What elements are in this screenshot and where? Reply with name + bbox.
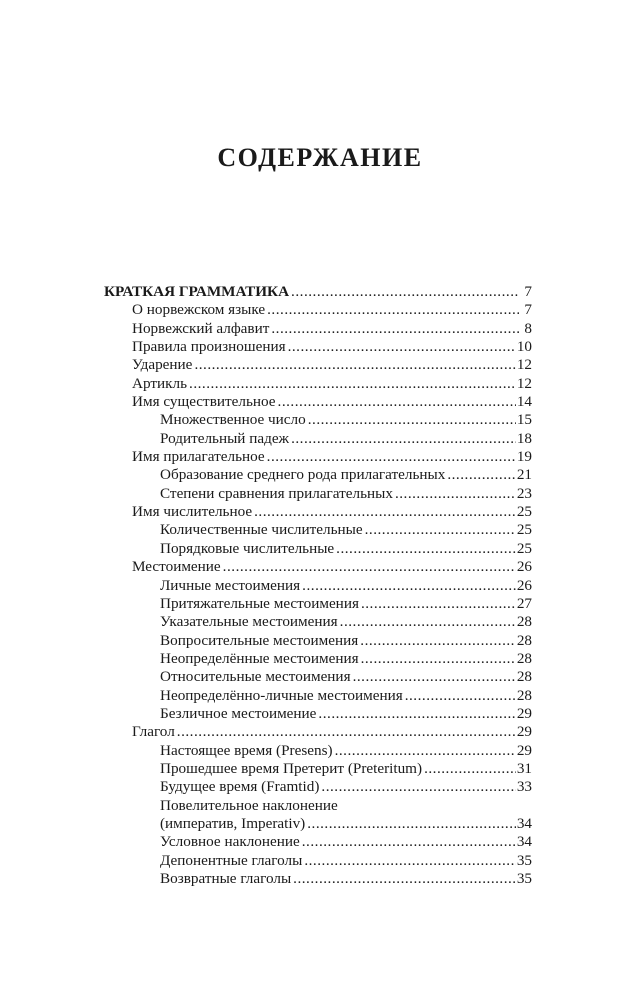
toc-entry-line xyxy=(160,411,532,429)
dot-leader xyxy=(254,503,516,521)
toc-entry-line xyxy=(160,870,532,888)
toc-page-number: 15 xyxy=(516,411,532,429)
toc-entry-line xyxy=(160,797,532,815)
toc-entry-title: Условное наклонение xyxy=(160,833,300,851)
toc-entry-line xyxy=(160,833,532,851)
toc-entry-title: Глагол xyxy=(132,723,175,741)
toc-page-number: 21 xyxy=(516,466,532,484)
toc-entry-title: О норвежском языке xyxy=(132,301,266,319)
toc-page-number: 31 xyxy=(516,759,532,777)
toc-page-number: 23 xyxy=(516,484,532,502)
toc-entry-line xyxy=(132,448,532,466)
toc-entry xyxy=(104,687,532,705)
toc-entry xyxy=(104,320,532,338)
toc-entry xyxy=(104,760,532,778)
toc-entry xyxy=(104,778,532,796)
toc-entry-line xyxy=(160,852,532,870)
toc-page-number: 28 xyxy=(516,686,532,704)
dot-leader xyxy=(361,595,516,613)
toc-entry xyxy=(104,852,532,870)
dot-leader xyxy=(308,411,516,429)
toc-entry xyxy=(104,430,532,448)
toc-page-number: 26 xyxy=(516,558,532,576)
toc-entry-line xyxy=(160,705,532,723)
toc-page-number: 7 xyxy=(524,283,532,300)
toc-entry-title: Порядковые числительные xyxy=(160,539,335,557)
toc-page-number: 28 xyxy=(516,668,532,686)
toc-entry xyxy=(104,833,532,851)
dot-leader xyxy=(447,466,515,484)
toc-entry xyxy=(104,723,532,741)
toc-page-number: 25 xyxy=(516,521,532,539)
toc-entry-line xyxy=(160,632,532,650)
toc-entry-line xyxy=(132,393,532,411)
toc-entry-title: Повелительное наклонение xyxy=(160,796,338,814)
toc-entry-title: Степени сравнения прилагательных xyxy=(160,484,393,502)
toc-entry-line xyxy=(160,742,532,760)
dot-leader xyxy=(307,815,516,833)
dot-leader xyxy=(271,320,519,338)
toc-entry-line xyxy=(132,301,532,319)
toc-entry-title: Неопределённо-личные местоимения xyxy=(160,686,403,704)
toc-entry-line xyxy=(132,356,532,374)
toc-entry-title: Настоящее время (Presens) xyxy=(160,741,333,759)
toc-entry-line xyxy=(132,723,532,741)
toc-entry xyxy=(104,411,532,429)
toc-entry-line xyxy=(160,778,532,796)
toc-entry-title: Вопросительные местоимения xyxy=(160,631,359,649)
dot-leader xyxy=(267,301,519,319)
toc-entry-title: Личные местоимения xyxy=(160,576,301,594)
toc-entry xyxy=(104,705,532,723)
toc-page-number: 12 xyxy=(516,356,532,374)
toc-entry xyxy=(104,466,532,484)
toc-entry-line xyxy=(160,613,532,631)
toc-page-number: 25 xyxy=(516,503,532,521)
page-title: СОДЕРЖАНИЕ xyxy=(217,143,423,172)
toc-entry-title: Имя прилагательное xyxy=(132,448,265,466)
toc-entry-title: Депонентные глаголы xyxy=(160,851,303,869)
toc-page-number: 12 xyxy=(516,374,532,392)
toc-entry-title: Образование среднего рода прилагательных xyxy=(160,466,446,484)
toc-entry-line xyxy=(160,815,532,833)
toc-page-number: 25 xyxy=(516,539,532,557)
toc-entry xyxy=(104,632,532,650)
toc-entry xyxy=(104,797,532,815)
toc-entry-title: Указательные местоимения xyxy=(160,613,338,631)
toc-page-number: 29 xyxy=(516,704,532,722)
toc-entry-title: Правила произношения xyxy=(132,338,286,356)
toc-entry xyxy=(104,521,532,539)
toc-entry-title: Имя числительное xyxy=(132,503,253,521)
toc-page-number: 8 xyxy=(524,319,532,337)
dot-leader xyxy=(189,375,516,393)
dot-leader xyxy=(318,705,515,723)
toc-page-number: 19 xyxy=(516,448,532,466)
toc-entry-title: Относительные местоимения xyxy=(160,668,351,686)
toc-page-number: 29 xyxy=(516,723,532,741)
dot-leader xyxy=(405,687,516,705)
toc-entry xyxy=(104,356,532,374)
dot-leader xyxy=(335,742,516,760)
dot-leader xyxy=(288,338,516,356)
toc-entry-title: Будущее время (Framtid) xyxy=(160,778,320,796)
toc-entry-line xyxy=(160,521,532,539)
toc-page-number: 33 xyxy=(516,778,532,796)
dot-leader xyxy=(291,430,516,448)
toc-entry-title: Артикль xyxy=(132,374,188,392)
toc-page-number: 28 xyxy=(516,649,532,667)
dot-leader xyxy=(278,393,516,411)
toc-entry-title: Норвежский алфавит xyxy=(132,319,270,337)
toc-page-number: 7 xyxy=(524,301,532,319)
toc-page-number: 35 xyxy=(516,870,532,887)
toc-page-number: 28 xyxy=(516,631,532,649)
dot-leader xyxy=(267,448,516,466)
toc-entry xyxy=(104,650,532,668)
toc-page-number: 34 xyxy=(516,814,532,832)
dot-leader xyxy=(365,521,516,539)
dot-leader xyxy=(336,540,516,558)
toc-entry xyxy=(104,338,532,356)
toc-entry-title: Безличное местоимение xyxy=(160,704,317,722)
toc-page-number: 27 xyxy=(516,594,532,612)
toc-entry xyxy=(104,595,532,613)
toc-entry-line xyxy=(132,338,532,356)
toc-entry-title: Неопределённые местоимения xyxy=(160,649,359,667)
dot-leader xyxy=(395,485,516,503)
toc-page-number: 18 xyxy=(516,429,532,447)
toc-page-number: 14 xyxy=(516,393,532,411)
toc-entry xyxy=(104,668,532,686)
toc-entry-line xyxy=(132,503,532,521)
toc-page-number: 26 xyxy=(516,576,532,594)
dot-leader xyxy=(361,650,516,668)
toc-entry xyxy=(104,558,532,576)
dot-leader xyxy=(293,870,516,888)
toc-entry-title: Родительный падеж xyxy=(160,429,290,447)
toc-page-number: 35 xyxy=(516,851,532,869)
toc-entry-line xyxy=(104,283,532,301)
toc-entry-line xyxy=(160,687,532,705)
toc-entry-line xyxy=(160,485,532,503)
toc-entry-title: Ударение xyxy=(132,356,193,374)
toc-entry-line xyxy=(160,430,532,448)
toc-entry-title: Возвратные глаголы xyxy=(160,870,292,887)
toc-entry-line xyxy=(160,466,532,484)
toc-entry-line xyxy=(160,760,532,778)
dot-leader xyxy=(304,852,515,870)
dot-leader xyxy=(302,833,516,851)
toc-entry xyxy=(104,485,532,503)
dot-leader xyxy=(360,632,516,650)
toc-entry xyxy=(104,577,532,595)
toc-page-number: 34 xyxy=(516,833,532,851)
toc-entry xyxy=(104,540,532,558)
toc-entry xyxy=(104,448,532,466)
toc-page-number: 28 xyxy=(516,613,532,631)
dot-leader xyxy=(223,558,516,576)
toc-entry-line xyxy=(160,650,532,668)
toc-entry xyxy=(104,301,532,319)
table-of-contents xyxy=(104,283,532,888)
toc-entry xyxy=(104,815,532,833)
toc-entry xyxy=(104,613,532,631)
toc-entry-line xyxy=(132,320,532,338)
dot-leader xyxy=(177,723,516,741)
toc-entry xyxy=(104,742,532,760)
dot-leader xyxy=(302,577,516,595)
toc-page-number: 29 xyxy=(516,741,532,759)
toc-entry-line xyxy=(160,595,532,613)
toc-entry-title: Множественное число xyxy=(160,411,306,429)
toc-entry-title: Имя существительное xyxy=(132,393,276,411)
toc-entry xyxy=(104,393,532,411)
toc-entry xyxy=(104,870,532,888)
toc-page-number: 10 xyxy=(516,338,532,356)
toc-entry xyxy=(104,283,532,301)
dot-leader xyxy=(340,613,516,631)
toc-entry-line xyxy=(160,668,532,686)
dot-leader xyxy=(321,778,515,796)
toc-entry-title: Притяжательные местоимения xyxy=(160,594,359,612)
toc-entry-line xyxy=(132,558,532,576)
toc-entry-title: Местоимение xyxy=(132,558,221,576)
dot-leader xyxy=(353,668,516,686)
dot-leader xyxy=(194,356,515,374)
dot-leader xyxy=(291,283,519,301)
toc-entry xyxy=(104,503,532,521)
toc-entry-title: КРАТКАЯ ГРАММАТИКА xyxy=(104,283,290,300)
dot-leader xyxy=(424,760,516,778)
toc-entry-line xyxy=(160,577,532,595)
toc-entry-title: (императив, Imperativ) xyxy=(160,814,306,832)
toc-entry-line xyxy=(160,540,532,558)
toc-entry-title: Прошедшее время Претерит (Preteritum) xyxy=(160,759,423,777)
toc-entry-line xyxy=(132,375,532,393)
toc-entry xyxy=(104,375,532,393)
toc-entry-title: Количественные числительные xyxy=(160,521,363,539)
